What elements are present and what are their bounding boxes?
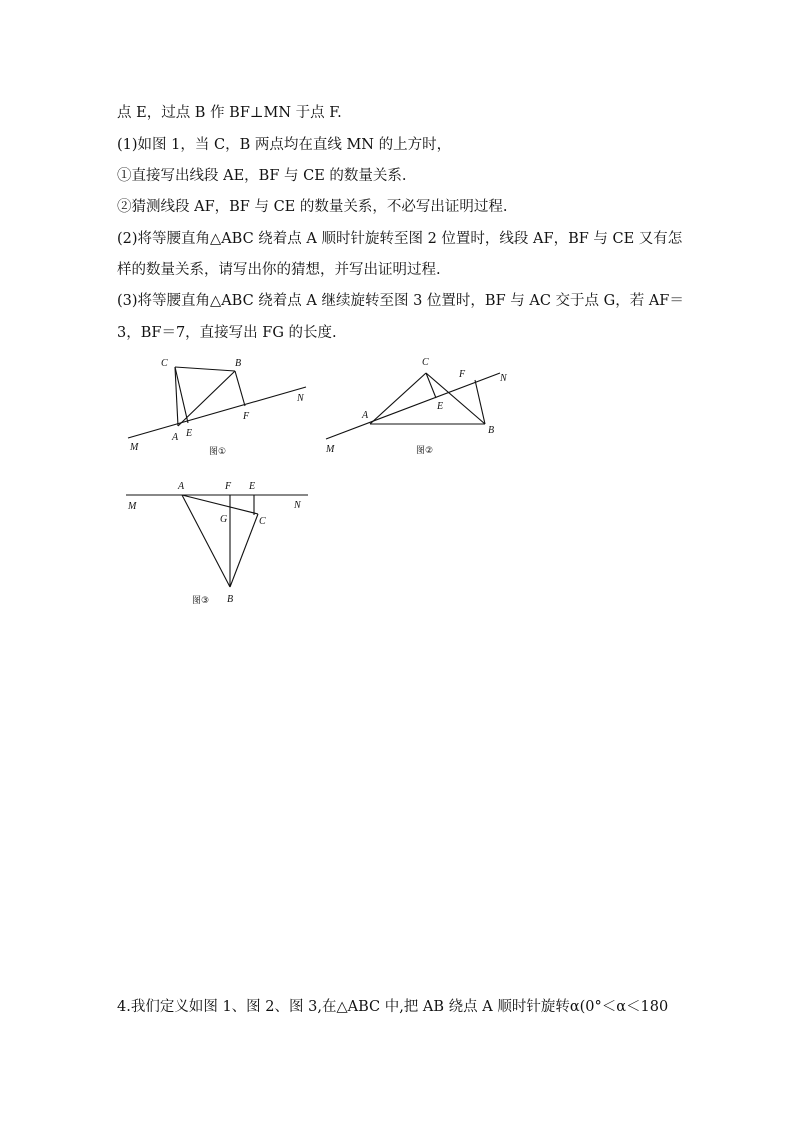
segment-cb	[426, 373, 485, 424]
segment-ab	[178, 371, 235, 426]
label-e: E	[437, 401, 444, 412]
segment-cb	[230, 514, 258, 587]
text-line-7: (3)将等腰直角△ABC 绕着点 A 继续旋转至图 3 位置时，BF 与 AC 交于点 G，若 AF＝	[117, 293, 684, 309]
label-m: M	[130, 442, 139, 453]
label-n: N	[294, 500, 301, 511]
label-f: F	[243, 411, 250, 422]
text-line-9: 4.我们定义如图 1、图 2、图 3,在△ABC 中,把 AB 绕点 A 顺时针旋转α(0°＜α＜180	[117, 999, 669, 1015]
text-line-2: (1)如图 1，当 C，B 两点均在直线 MN 的上方时，	[117, 137, 452, 153]
label-a: A	[172, 432, 179, 443]
label-b: B	[227, 594, 234, 605]
segment-bf	[475, 380, 485, 424]
figure-caption: 图①	[209, 447, 227, 457]
label-f: F	[225, 481, 232, 492]
label-m: M	[326, 444, 335, 455]
line-mn	[128, 387, 306, 438]
figure-2	[320, 350, 520, 462]
text-line-5: (2)将等腰直角△ABC 绕着点 A 顺时针旋转至图 2 位置时，线段 AF，BF 与 CE 又有怎	[117, 231, 683, 247]
label-b: B	[235, 358, 242, 369]
text-line-8: 3，BF＝7，直接写出 FG 的长度.	[117, 325, 337, 341]
label-n: N	[500, 373, 507, 384]
label-a: A	[362, 410, 369, 421]
segment-cb	[175, 367, 235, 371]
label-c: C	[161, 358, 168, 369]
segment-ab	[182, 495, 230, 587]
line-mn	[326, 373, 500, 439]
label-e: E	[249, 481, 256, 492]
segment-ac	[182, 495, 258, 514]
figure-1	[120, 350, 320, 462]
text-line-4: ②猜测线段 AF，BF 与 CE 的数量关系，不必写出证明过程.	[117, 199, 508, 215]
label-e: E	[186, 428, 193, 439]
segment-bf	[235, 371, 245, 406]
label-f: F	[459, 369, 466, 380]
label-g: G	[220, 514, 228, 525]
label-n: N	[297, 393, 304, 404]
figure-3	[120, 476, 320, 608]
figure-caption: 图③	[192, 596, 210, 606]
text-line-6: 样的数量关系，请写出你的猜想，并写出证明过程.	[117, 262, 441, 278]
label-c: C	[259, 516, 266, 527]
segment-ac	[370, 373, 426, 424]
label-a: A	[178, 481, 185, 492]
label-c: C	[422, 357, 429, 368]
figure-caption: 图②	[416, 446, 434, 456]
text-line-1: 点 E，过点 B 作 BF⊥MN 于点 F.	[117, 105, 342, 121]
text-line-3: ①直接写出线段 AE，BF 与 CE 的数量关系.	[117, 168, 407, 184]
label-m: M	[128, 501, 137, 512]
label-b: B	[488, 425, 495, 436]
